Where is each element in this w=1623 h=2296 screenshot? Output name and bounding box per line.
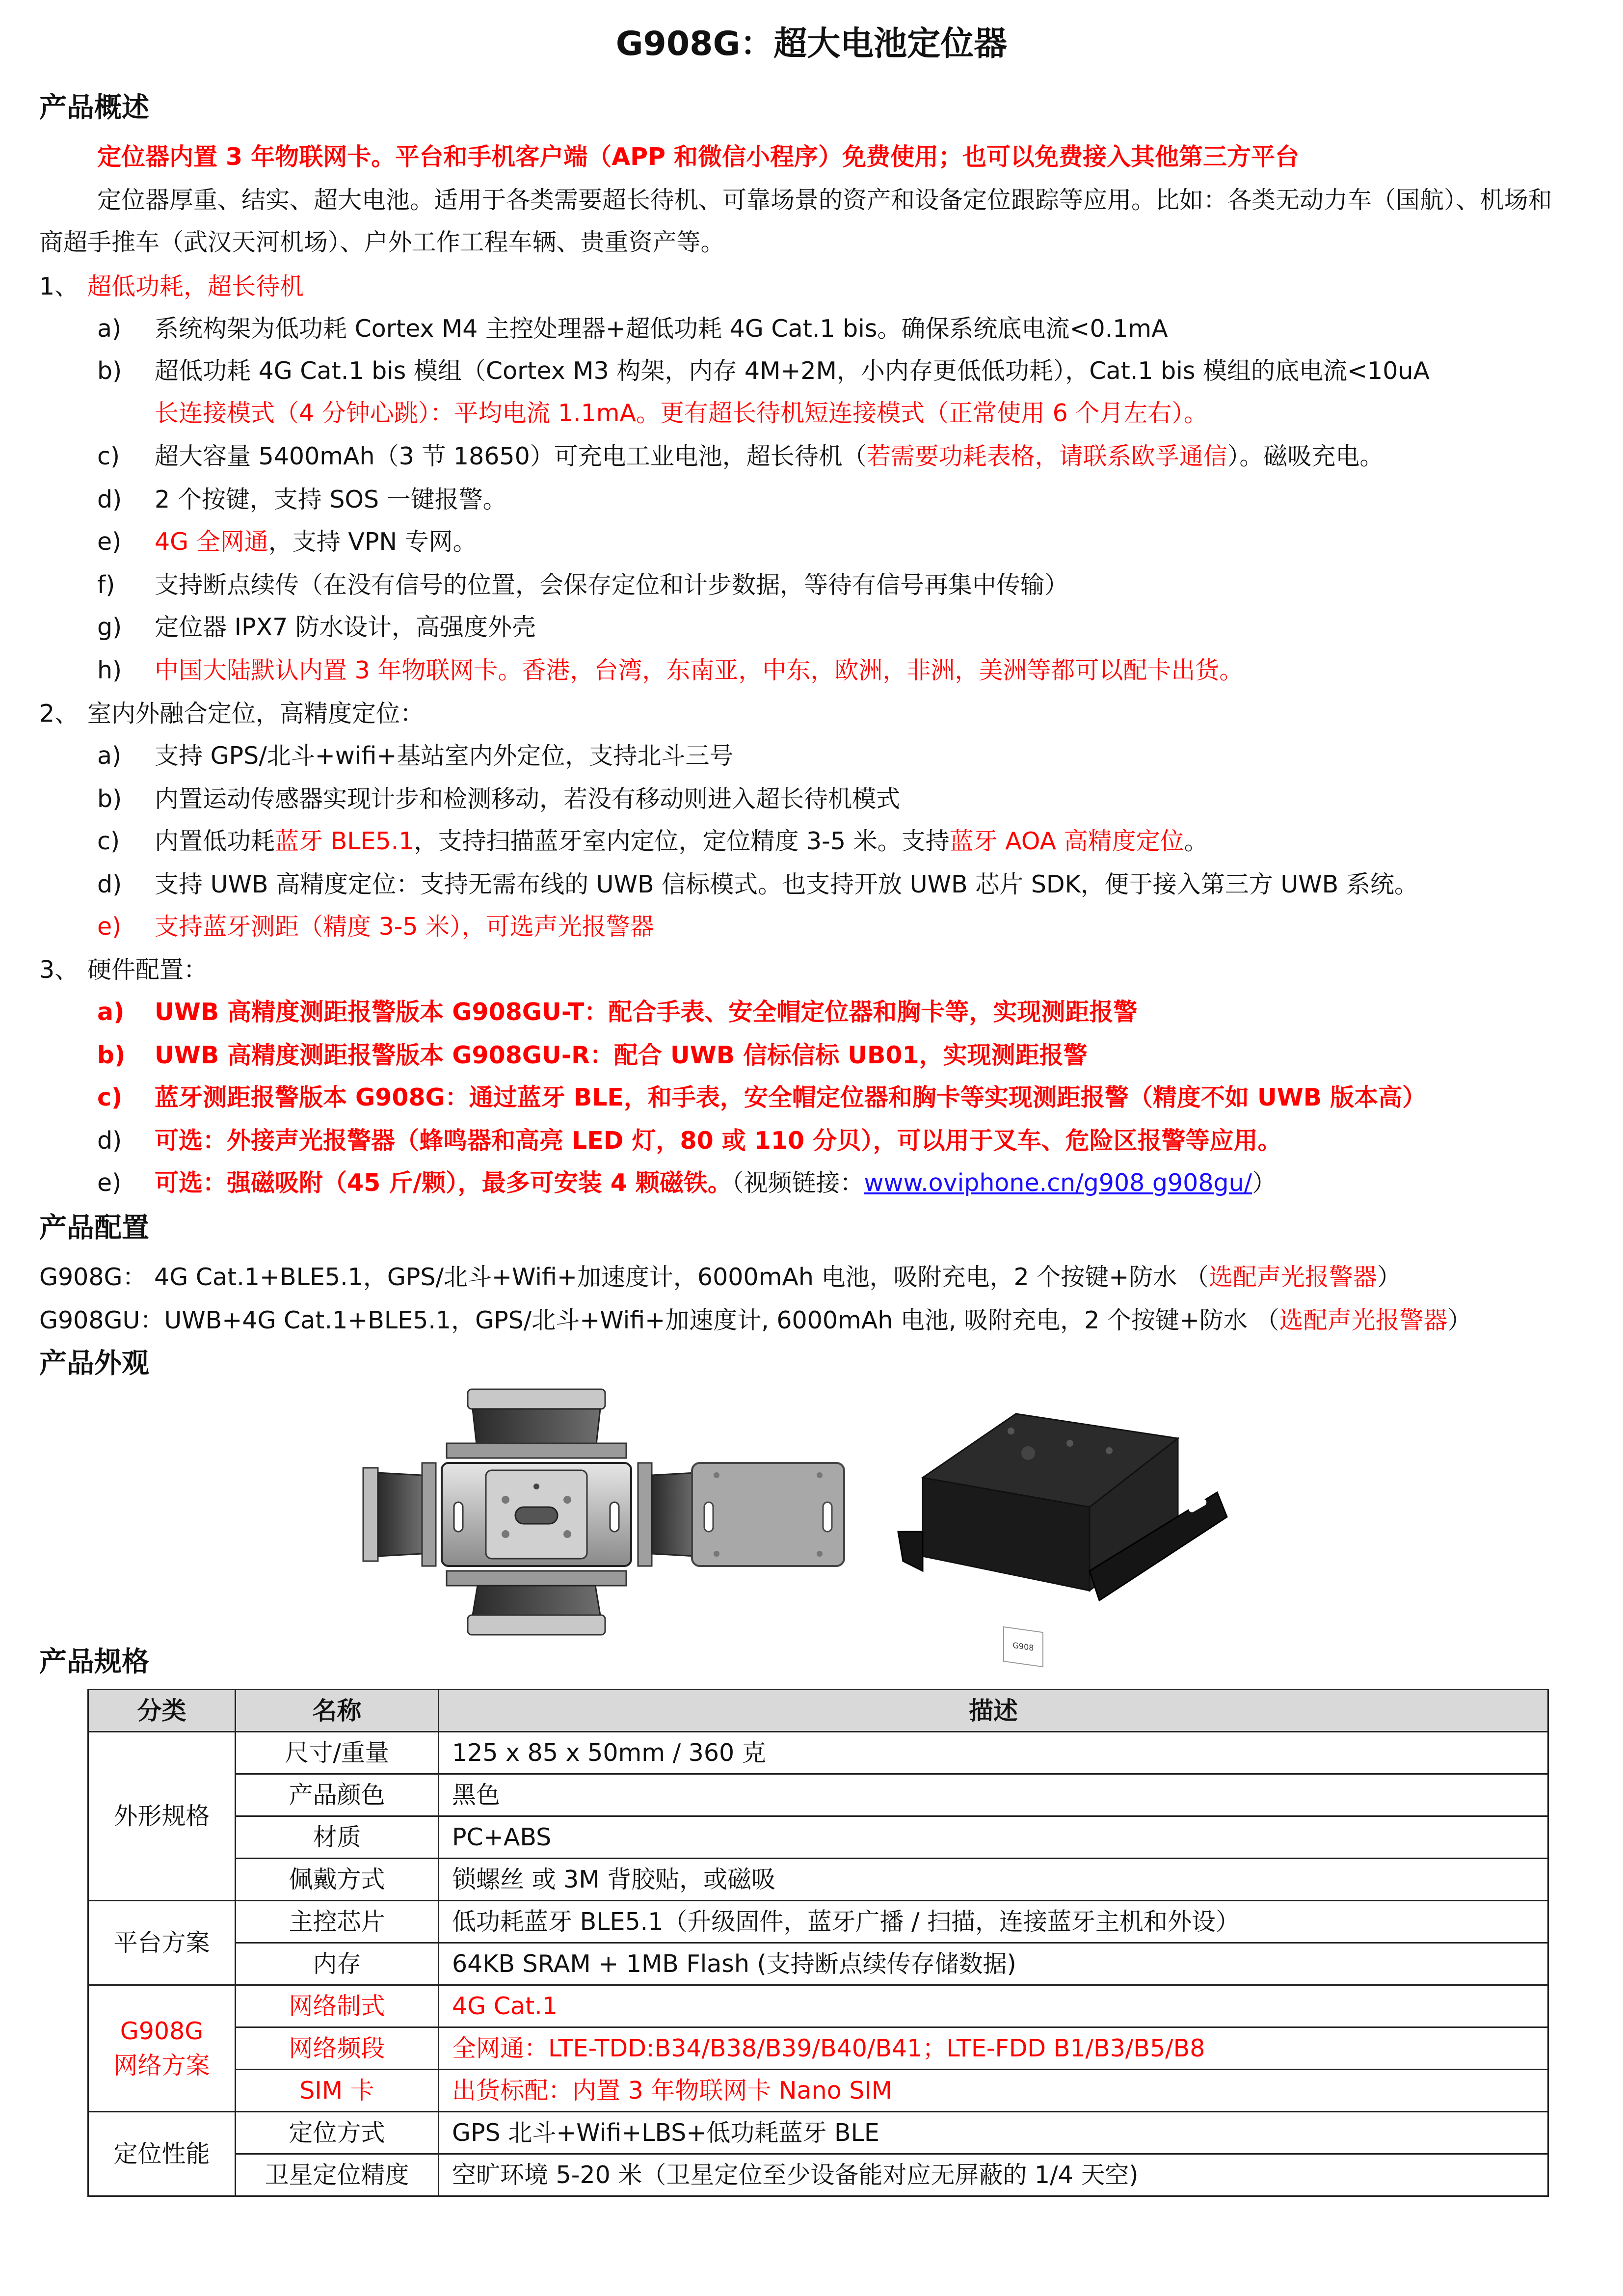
- item-marker: c): [97, 1083, 123, 1111]
- config-text: G908GU：UWB+4G Cat.1+BLE5.1，GPS/北斗+Wifi+加速度计, 6000mAh 电池, 吸附充电，2 个按键+防水 （: [39, 1306, 1279, 1334]
- config-text-end: ）: [1377, 1263, 1401, 1291]
- spec-name: SIM 卡: [236, 2070, 439, 2112]
- spec-name: 卫星定位精度: [236, 2154, 439, 2196]
- item-marker: a): [97, 998, 125, 1026]
- config-option-red: 选配声光报警器: [1279, 1306, 1448, 1334]
- category-cell: 平台方案: [88, 1901, 236, 1985]
- item-marker: b): [97, 1041, 126, 1069]
- category-cell: 外形规格: [88, 1732, 236, 1901]
- item-text-red: 若需要功耗表格，请联系欧孚通信: [866, 442, 1227, 470]
- config-text-end: ）: [1447, 1306, 1472, 1334]
- table-row: [88, 1943, 1548, 1985]
- table-row: [88, 1859, 1548, 1901]
- category-cell: [88, 1985, 236, 2112]
- item-text: [155, 522, 477, 562]
- config-line-g908gu: [39, 1301, 1472, 1340]
- item-text: UWB 高精度测距报警版本 G908GU-R：配合 UWB 信标信标 UB01，实现测距报警: [155, 1041, 1088, 1069]
- table-row: [88, 2070, 1548, 2112]
- category-line: G908G: [120, 2017, 204, 2045]
- spec-name: 产品颜色: [236, 1774, 439, 1816]
- table-row: [88, 1816, 1548, 1859]
- item-marker: g): [97, 613, 122, 641]
- table-row: [88, 2154, 1548, 2196]
- device-side-view-bottom: [447, 1571, 626, 1635]
- spec-desc: 64KB SRAM + 1MB Flash (支持断点续传存储数据): [439, 1943, 1548, 1985]
- item-text: 蓝牙测距报警版本 G908G：通过蓝牙 BLE，和手表，安全帽定位器和胸卡等实现测距报警（精度不如 UWB 版本高）: [155, 1083, 1427, 1111]
- spec-desc: 4G Cat.1: [439, 1985, 1548, 2027]
- category-cell: 定位性能: [88, 2112, 236, 2196]
- item-text: 系统构架为低功耗 Cortex M4 主控处理器+超低功耗 4G Cat.1 bis。确保系统底电流<0.1mA: [155, 315, 1168, 343]
- item-text-post: ）。磁吸充电。: [1227, 442, 1384, 470]
- category-line: 网络方案: [113, 2051, 210, 2080]
- text-part-red: 蓝牙 BLE5.1: [275, 827, 414, 855]
- spec-name: 内存: [236, 1943, 439, 1985]
- item-marker: d): [97, 486, 122, 513]
- item-marker: h): [97, 656, 122, 684]
- item-text: 定位器 IPX7 防水设计，高强度外壳: [155, 613, 536, 641]
- spec-name: 材质: [236, 1816, 439, 1859]
- spec-desc: PC+ABS: [439, 1816, 1548, 1859]
- item-text-pre: 超大容量 5400mAh（3 节 18650）可充电工业电池，超长待机（: [155, 442, 867, 470]
- spec-name: 网络制式: [236, 1985, 439, 2027]
- text-part: 内置低功耗: [155, 827, 275, 855]
- item-text-end: ）: [1252, 1169, 1277, 1197]
- item-marker: b): [97, 785, 122, 813]
- spec-name: 定位方式: [236, 2112, 439, 2154]
- overview-highlight: 定位器内置 3 年物联网卡。平台和手机客户端（APP 和微信小程序）免费使用；也可以免费接入其他第三方平台: [97, 143, 1300, 171]
- item-text: 支持蓝牙测距（精度 3-5 米），可选声光报警器: [155, 913, 654, 941]
- table-row: [88, 1985, 1548, 2027]
- overview-heading: 产品概述: [39, 92, 149, 124]
- table-row: [88, 1774, 1548, 1816]
- item-text: 可选：外接声光报警器（蜂鸣器和高亮 LED 灯，80 或 110 分贝），可以用于叉车、危险区报警等应用。: [155, 1127, 1282, 1155]
- item-marker: e): [97, 913, 122, 941]
- item-text: 支持断点续传（在没有信号的位置，会保存定位和计步数据，等待有信号再集中传输）: [155, 571, 1069, 599]
- spec-desc: 出货标配：内置 3 年物联网卡 Nano SIM: [439, 2070, 1548, 2112]
- item-marker: c): [97, 827, 120, 855]
- header-description: 描述: [439, 1690, 1548, 1732]
- item-text-mid: （视频链接：: [731, 1169, 864, 1197]
- item-text-red: 4G 全网通: [155, 528, 268, 556]
- item-text: [155, 437, 1384, 476]
- specs-heading: 产品规格: [39, 1646, 149, 1678]
- spec-desc: 空旷环境 5-20 米（卫星定位至少设备能对应无屏蔽的 1/4 天空): [439, 2154, 1548, 2196]
- device-label-text: G908: [1012, 1640, 1034, 1653]
- config-text: G908G： 4G Cat.1+BLE5.1，GPS/北斗+Wifi+加速度计，6000mAh 电池，吸附充电，2 个按键+防水 （: [39, 1263, 1209, 1291]
- table-header-row: [88, 1690, 1548, 1732]
- section1-number: 1、: [39, 272, 79, 300]
- item-marker: b): [97, 357, 122, 385]
- item-marker: c): [97, 442, 120, 470]
- spec-name: 尺寸/重量: [236, 1732, 439, 1774]
- item-text-post: ，支持 VPN 专网。: [268, 528, 477, 556]
- table-row: [88, 2112, 1548, 2154]
- section3-number: 3、: [39, 956, 79, 984]
- appearance-heading: 产品外观: [39, 1348, 149, 1379]
- item-text: 支持 GPS/北斗+wifi+基站室内外定位，支持北斗三号: [155, 742, 734, 770]
- device-photo: [898, 1414, 1227, 1667]
- item-marker: d): [97, 1127, 122, 1155]
- section3-title: 硬件配置：: [87, 956, 208, 984]
- text-part-red: 蓝牙 AOA 高精度定位: [949, 827, 1184, 855]
- item-marker: d): [97, 870, 122, 898]
- spec-desc: 锁螺丝 或 3M 背胶贴，或磁吸: [439, 1859, 1548, 1901]
- item-marker: e): [97, 528, 122, 556]
- spec-table: [87, 1689, 1549, 2197]
- spec-desc: GPS 北斗+Wifi+LBS+低功耗蓝牙 BLE: [439, 2112, 1548, 2154]
- item-text: 超低功耗 4G Cat.1 bis 模组（Cortex M3 构架，内存 4M+2M，小内存更低低功耗），Cat.1 bis 模组的底电流<10uA: [155, 357, 1430, 385]
- device-back-view: [692, 1463, 844, 1566]
- section1-item-b-extra: 长连接模式（4 分钟心跳）：平均电流 1.1mA。更有超长待机短连接模式（正常使用 6 个月左右）。: [155, 399, 1208, 427]
- device-side-view-left: [363, 1463, 436, 1566]
- config-heading: 产品配置: [39, 1212, 149, 1244]
- section1-title: 超低功耗，超长待机: [87, 272, 304, 300]
- item-marker: a): [97, 742, 122, 770]
- header-name: 名称: [236, 1690, 439, 1732]
- item-text-red: 可选：强磁吸附（45 斤/颗），最多可安装 4 颗磁铁。: [155, 1169, 732, 1197]
- spec-name: 佩戴方式: [236, 1859, 439, 1901]
- item-text: 2 个按键，支持 SOS 一键报警。: [155, 486, 507, 513]
- product-views-illustration: [344, 1384, 1276, 1653]
- item-text: 支持 UWB 高精度定位：支持无需布线的 UWB 信标模式。也支持开放 UWB 芯片 SDK，便于接入第三方 UWB 系统。: [155, 870, 1418, 898]
- section2-title: 室内外融合定位，高精度定位：: [87, 700, 425, 728]
- item-text: 中国大陆默认内置 3 年物联网卡。香港，台湾，东南亚，中东，欧洲，非洲，美洲等都可以配卡出货。: [155, 656, 1244, 684]
- spec-name: 网络频段: [236, 2027, 439, 2070]
- item-text: UWB 高精度测距报警版本 G908GU-T：配合手表、安全帽定位器和胸卡等，实现测距报警: [155, 998, 1138, 1026]
- device-side-view-top: [447, 1389, 626, 1458]
- item-text: [155, 1163, 1276, 1203]
- overview-desc-line1: 定位器厚重、结实、超大电池。适用于各类需要超长待机、可靠场景的资产和设备定位跟踪等应用。比如：各类无动力车（国航）、机场和: [97, 186, 1552, 214]
- item-text: [155, 822, 1208, 861]
- item-text: 内置运动传感器实现计步和检测移动，若没有移动则进入超长待机模式: [155, 785, 901, 813]
- header-category: 分类: [88, 1690, 236, 1732]
- item-marker: a): [97, 315, 122, 343]
- config-option-red: 选配声光报警器: [1208, 1263, 1377, 1291]
- text-part: ，支持扫描蓝牙室内定位，定位精度 3-5 米。支持: [414, 827, 950, 855]
- spec-desc: 黑色: [439, 1774, 1548, 1816]
- spec-desc: 125 x 85 x 50mm / 360 克: [439, 1732, 1548, 1774]
- spec-desc: 全网通：LTE-TDD:B34/B38/B39/B40/B41；LTE-FDD B1/B3/B5/B8: [439, 2027, 1548, 2070]
- section2-number: 2、: [39, 700, 79, 728]
- item-marker: f): [97, 571, 115, 599]
- device-front-view: [442, 1463, 631, 1566]
- video-link[interactable]: www.oviphone.cn/g908 g908gu/: [864, 1169, 1252, 1197]
- spec-desc: 低功耗蓝牙 BLE5.1（升级固件，蓝牙广播 / 扫描，连接蓝牙主机和外设）: [439, 1901, 1548, 1943]
- spec-name: 主控芯片: [236, 1901, 439, 1943]
- overview-desc-line2: 商超手推车（武汉天河机场）、户外工作工程车辆、贵重资产等。: [39, 228, 725, 256]
- product-images: [344, 1384, 1276, 1653]
- text-part: 。: [1184, 827, 1208, 855]
- config-line-g908g: [39, 1258, 1401, 1297]
- item-marker: e): [97, 1169, 122, 1197]
- table-row: [88, 2027, 1548, 2070]
- document-title: G908G：超大电池定位器: [615, 25, 1008, 63]
- table-row: [88, 1732, 1548, 1774]
- table-row: [88, 1901, 1548, 1943]
